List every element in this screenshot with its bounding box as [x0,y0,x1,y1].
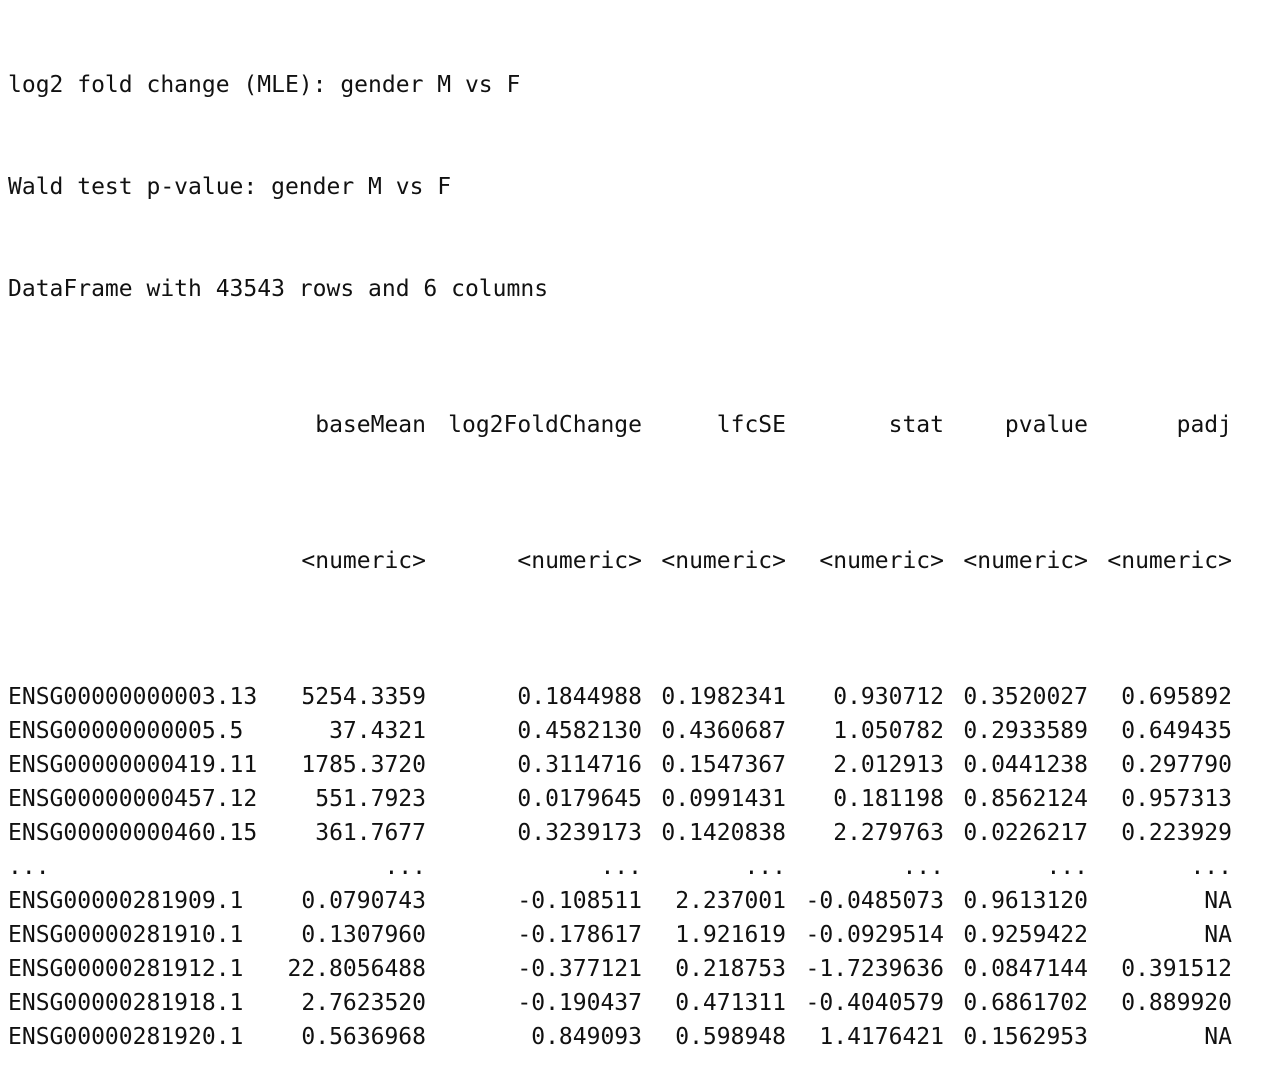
column-type-padj: <numeric> [1107,548,1232,574]
cell-pvalue: 0.9613120 [963,888,1088,914]
column-header-row [8,408,1232,442]
cell-log2foldchange: 0.0179645 [517,786,642,812]
cell-rowname: ENSG00000000419.11 [8,752,258,778]
table-row [8,850,1232,884]
cell-stat: 1.050782 [833,718,944,744]
cell-pvalue: 0.2933589 [963,718,1088,744]
cell-basemean: ... [384,854,426,880]
table-body [8,680,1232,1054]
cell-rowname: ENSG00000000460.15 [8,820,258,846]
cell-log2foldchange: 0.4582130 [517,718,642,744]
cell-rowname: ENSG00000281920.1 [8,1024,244,1050]
cell-stat: 0.181198 [833,786,944,812]
cell-rowname: ENSG00000000005.5 [8,718,244,744]
cell-lfcse: 0.1982341 [661,684,786,710]
cell-log2foldchange: -0.377121 [517,956,642,982]
table-row [8,952,1232,986]
column-type-pvalue: <numeric> [963,548,1088,574]
column-header-stat: stat [888,412,944,438]
cell-log2foldchange: ... [600,854,642,880]
column-type-row [8,544,1232,578]
cell-pvalue: 0.0226217 [963,820,1088,846]
column-header-lfcse: lfcSE [716,412,786,438]
cell-basemean: 361.7677 [315,820,426,846]
column-type-log2foldchange: <numeric> [517,548,642,574]
cell-rowname: ... [8,854,50,880]
cell-stat: 0.930712 [833,684,944,710]
column-header-log2foldchange: log2FoldChange [448,412,642,438]
cell-lfcse: 0.471311 [675,990,786,1016]
cell-padj: 0.957313 [1121,786,1232,812]
cell-log2foldchange: 0.3239173 [517,820,642,846]
cell-stat: 2.012913 [833,752,944,778]
cell-log2foldchange: -0.108511 [517,888,642,914]
cell-stat: 1.4176421 [819,1024,944,1050]
cell-rowname: ENSG00000000457.12 [8,786,258,812]
cell-lfcse: 0.218753 [675,956,786,982]
column-type-basemean: <numeric> [301,548,426,574]
cell-log2foldchange: -0.190437 [517,990,642,1016]
cell-rowname: ENSG00000281910.1 [8,922,244,948]
cell-basemean: 551.7923 [315,786,426,812]
cell-padj: 0.391512 [1121,956,1232,982]
header-line-1: log2 fold change (MLE): gender M vs F [8,72,521,98]
cell-stat: -0.4040579 [805,990,944,1016]
cell-rowname: ENSG00000000003.13 [8,684,258,710]
cell-stat: -0.0485073 [805,888,944,914]
cell-basemean: 1785.3720 [301,752,426,778]
cell-padj: 0.223929 [1121,820,1232,846]
table-row [8,782,1232,816]
column-header-padj: padj [1176,412,1232,438]
cell-stat: 2.279763 [833,820,944,846]
cell-stat: -1.7239636 [805,956,944,982]
cell-lfcse: 1.921619 [675,922,786,948]
cell-basemean: 37.4321 [329,718,426,744]
table-row [8,884,1232,918]
r-console-output [8,0,1232,1088]
table-row [8,714,1232,748]
table-row [8,986,1232,1020]
cell-basemean: 2.7623520 [301,990,426,1016]
column-type-stat: <numeric> [819,548,944,574]
header-line-3: DataFrame with 43543 rows and 6 columns [8,276,549,302]
cell-lfcse: 0.4360687 [661,718,786,744]
table-row [8,1020,1232,1054]
cell-stat: ... [902,854,944,880]
cell-rowname: ENSG00000281909.1 [8,888,244,914]
cell-log2foldchange: -0.178617 [517,922,642,948]
cell-padj: 0.695892 [1121,684,1232,710]
cell-lfcse: 0.0991431 [661,786,786,812]
cell-basemean: 5254.3359 [301,684,426,710]
cell-padj: NA [1204,888,1232,914]
table-row [8,816,1232,850]
cell-padj: 0.297790 [1121,752,1232,778]
cell-lfcse: 0.1547367 [661,752,786,778]
cell-padj: NA [1204,922,1232,948]
cell-rowname: ENSG00000281918.1 [8,990,244,1016]
cell-basemean: 22.8056488 [287,956,426,982]
cell-pvalue: 0.6861702 [963,990,1088,1016]
cell-pvalue: ... [1046,854,1088,880]
cell-pvalue: 0.0847144 [963,956,1088,982]
cell-basemean: 0.0790743 [301,888,426,914]
table-row [8,680,1232,714]
table-row [8,918,1232,952]
cell-padj: 0.889920 [1121,990,1232,1016]
cell-pvalue: 0.8562124 [963,786,1088,812]
column-type-lfcse: <numeric> [661,548,786,574]
cell-basemean: 0.1307960 [301,922,426,948]
cell-log2foldchange: 0.849093 [531,1024,642,1050]
cell-rowname: ENSG00000281912.1 [8,956,244,982]
cell-padj: 0.649435 [1121,718,1232,744]
cell-log2foldchange: 0.1844988 [517,684,642,710]
header-line-2: Wald test p-value: gender M vs F [8,174,452,200]
cell-lfcse: 2.237001 [675,888,786,914]
cell-pvalue: 0.0441238 [963,752,1088,778]
cell-padj: ... [1190,854,1232,880]
column-header-basemean: baseMean [315,412,426,438]
cell-padj: NA [1204,1024,1232,1050]
cell-log2foldchange: 0.3114716 [517,752,642,778]
cell-pvalue: 0.1562953 [963,1024,1088,1050]
cell-lfcse: 0.1420838 [661,820,786,846]
cell-lfcse: ... [744,854,786,880]
cell-basemean: 0.5636968 [301,1024,426,1050]
table-row [8,748,1232,782]
cell-lfcse: 0.598948 [675,1024,786,1050]
cell-pvalue: 0.9259422 [963,922,1088,948]
cell-pvalue: 0.3520027 [963,684,1088,710]
cell-stat: -0.0929514 [805,922,944,948]
column-header-pvalue: pvalue [1004,412,1088,438]
